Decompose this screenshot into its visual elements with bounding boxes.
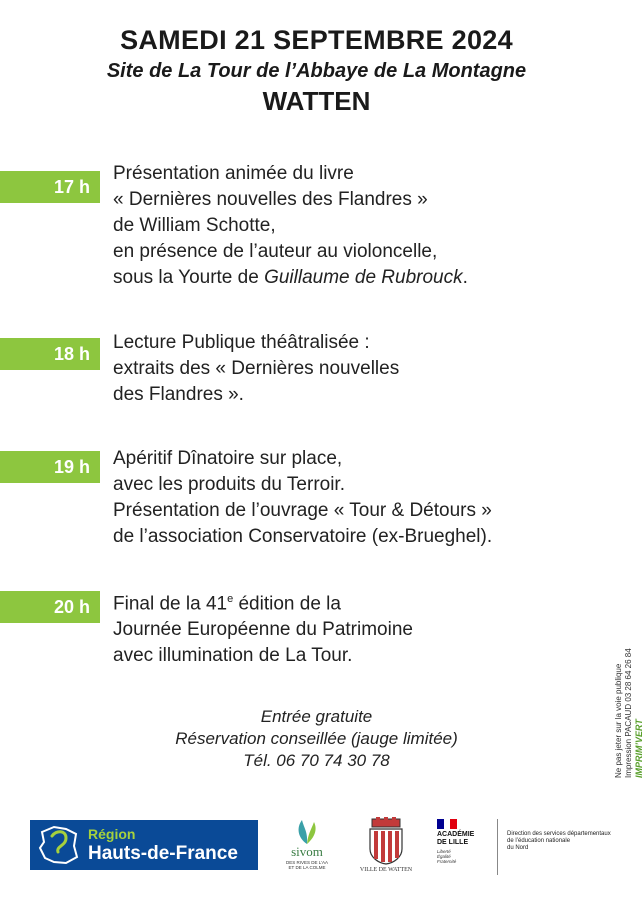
watten-logo [356, 817, 416, 875]
imprim-vert-label: IMPRIM’VERT [634, 719, 644, 778]
slot-line-italic: Guillaume de Rubrouck [264, 267, 463, 288]
slot-line: avec les produits du Terroir. [113, 474, 345, 495]
time-badge: 19 h [0, 451, 100, 483]
academie-motto2: Égalité [437, 854, 451, 859]
slot-line: avec illumination de La Tour. [113, 645, 353, 667]
slot-line: de l’association Conservatoire (ex-Brueghel). [113, 526, 493, 547]
ordinal-suffix: e [227, 593, 234, 605]
event-site: Site de La Tour de l’Abbaye de La Montagne [106, 60, 527, 82]
reservation-info: Réservation conseillée (jauge limitée) [175, 729, 458, 748]
france-map-icon [36, 824, 80, 866]
academie-motto1: Liberté [437, 849, 451, 854]
academie-motto3: Fraternité [437, 859, 457, 864]
direction-line1: Direction des services départementaux [507, 831, 611, 837]
slot-line: extraits des « Dernières nouvelles [113, 358, 400, 379]
slot-line: de William Schotte, [113, 215, 276, 236]
academie-logo [437, 819, 497, 875]
slot-line: Journée Européenne du Patrimoine [113, 619, 413, 641]
academie-line2: DE LILLE [437, 839, 469, 846]
slot-line: en présence de l’auteur au violoncelle, [113, 241, 438, 262]
slot-line: Présentation de l’ouvrage « Tour & Détours » [113, 500, 492, 521]
event-city: WATTEN [262, 86, 371, 116]
sivom-name: sivom [291, 844, 323, 859]
printer-name: Impression PACAUD 03 28 64 26 84 [624, 648, 633, 778]
printer-note-text [614, 648, 644, 778]
sivom-sub2: ET DE LA COLME [288, 865, 326, 870]
slot-line: des Flandres ». [113, 384, 244, 405]
header [0, 24, 633, 116]
slot-line: Présentation animée du livre [113, 163, 354, 184]
direction-line2: de l’éducation nationale [507, 838, 571, 844]
watten-name: VILLE DE WATTEN [359, 867, 413, 873]
event-date: SAMEDI 21 SEPTEMBRE 2024 [120, 25, 513, 55]
slot-description [113, 446, 492, 550]
marianne-flag-icon [437, 819, 457, 829]
partner-logos [0, 815, 633, 875]
slot-line-text: . [462, 267, 468, 288]
time-badge: 17 h [0, 171, 100, 203]
slot-line-text: édition de la [233, 593, 341, 615]
sivom-logo [278, 818, 336, 874]
slot-line-text: sous la Yourte de [113, 267, 265, 288]
sivom-leaf-icon [292, 818, 322, 846]
litter-note: Ne pas jeter sur la voie publique [614, 663, 623, 778]
region-name: Hauts-de-France [88, 843, 238, 864]
slot-line: Apéritif Dînatoire sur place, [113, 448, 343, 469]
slot-description [113, 586, 413, 669]
phone-info: Tél. 06 70 74 30 78 [243, 751, 390, 770]
slot-line [113, 586, 413, 617]
time-badge: 18 h [0, 338, 100, 370]
logo-divider [497, 819, 498, 875]
region-label: Région [88, 826, 136, 842]
slot-description [113, 161, 468, 291]
entry-info: Entrée gratuite [260, 707, 373, 726]
slot-line [113, 265, 468, 291]
direction-text [507, 831, 617, 852]
time-badge: 20 h [0, 591, 100, 623]
slot-line-text: Final de la 41 [113, 593, 228, 615]
sivom-sub1: DES RIVES DE L’AA [285, 860, 329, 865]
slot-line: « Dernières nouvelles des Flandres » [113, 189, 428, 210]
direction-line3: du Nord [507, 845, 529, 851]
printer-note [600, 484, 644, 778]
slot-description [113, 330, 399, 408]
practical-info [0, 706, 633, 772]
academie-line1: ACADÉMIE [437, 831, 475, 838]
slot-line: Lecture Publique théâtralisée : [113, 332, 370, 353]
region-logo [30, 820, 258, 870]
watten-crest-icon [366, 817, 406, 865]
